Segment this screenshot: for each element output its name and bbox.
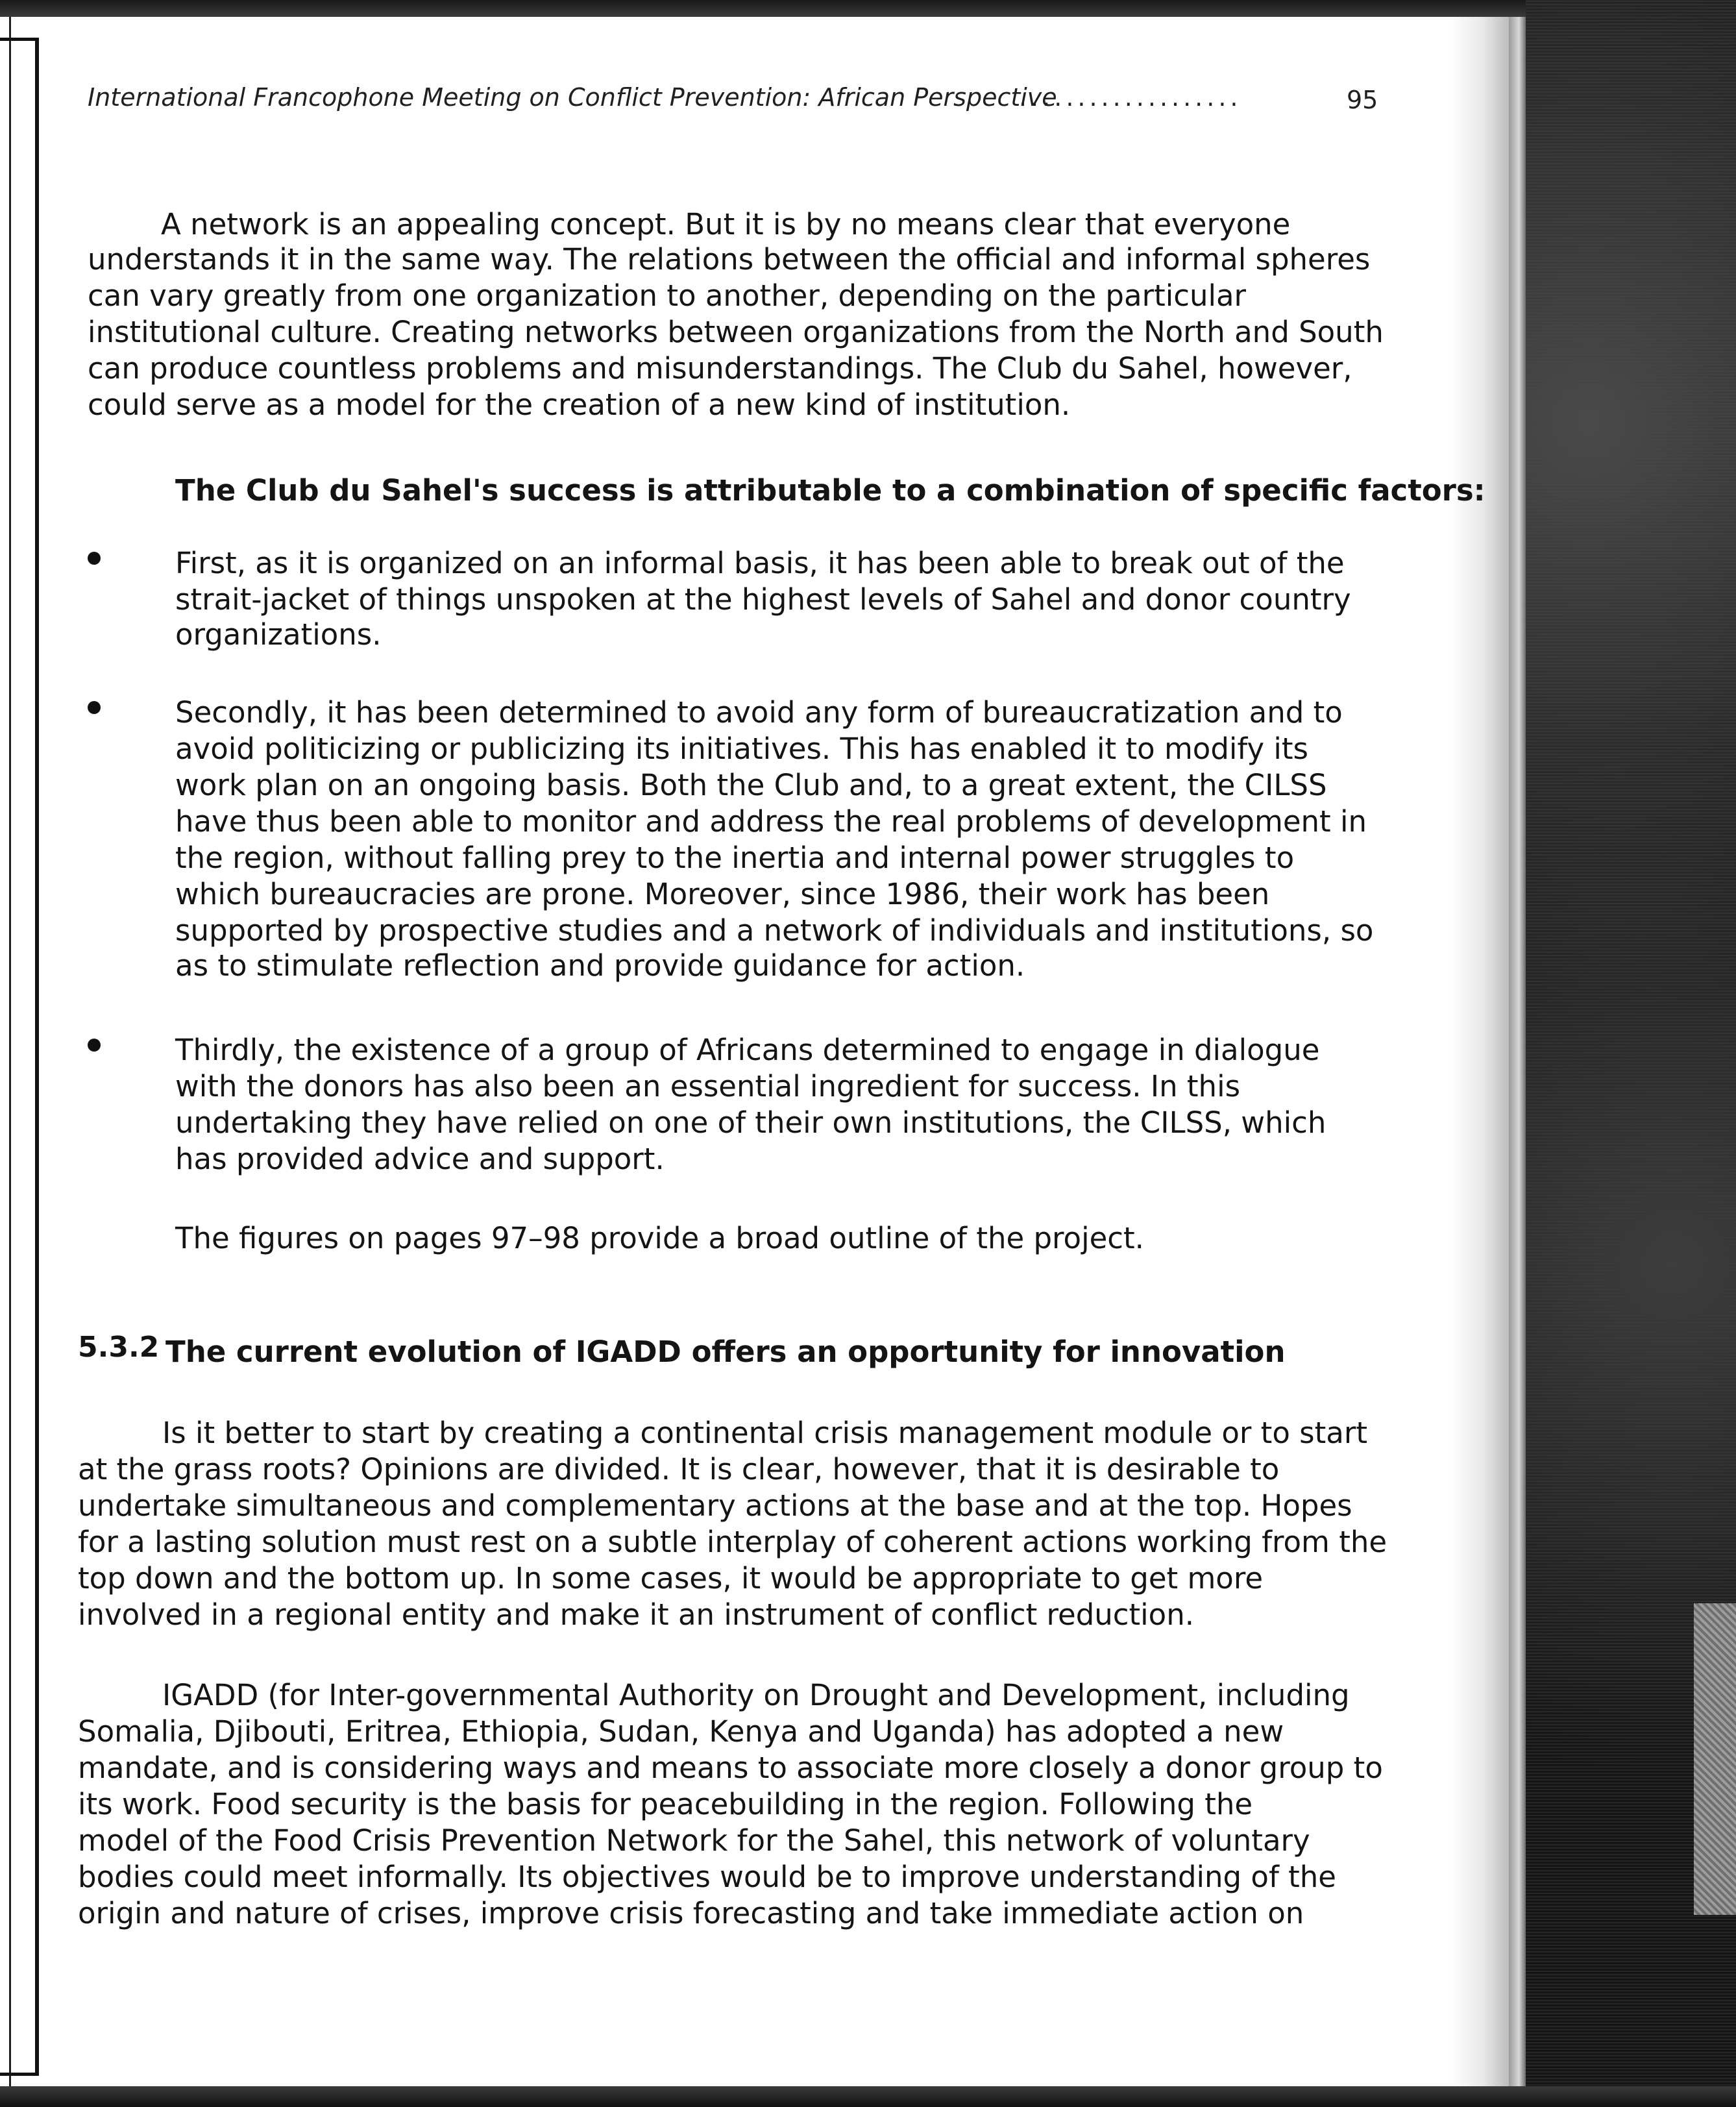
text-line: involved in a regional entity and make it an instrument of conflict reduction. <box>78 1597 1195 1632</box>
bullet-icon <box>88 1039 101 1052</box>
page-number: 95 <box>1347 86 1378 114</box>
text-line: Secondly, it has been determined to avoid any form of bureaucratization and to <box>175 695 1343 730</box>
text-line: with the donors has also been an essential ingredient for success. In this <box>175 1069 1241 1103</box>
running-title: International Francophone Meeting on Conflict Prevention: African Perspective <box>88 83 1057 112</box>
text-line: understands it in the same way. The relations between the official and informal spheres <box>88 242 1371 277</box>
text-line: top down and the bottom up. In some cases, it would be appropriate to get more <box>78 1561 1264 1596</box>
text-line: its work. Food security is the basis for peacebuilding in the region. Following the <box>78 1787 1253 1821</box>
text-line: IGADD (for Inter-governmental Authority on Drought and Development, including <box>162 1678 1350 1712</box>
text-line: supported by prospective studies and a network of individuals and institutions, so <box>175 913 1374 948</box>
text-line: mandate, and is considering ways and means to associate more closely a donor group to <box>78 1751 1383 1785</box>
text-line: which bureaucracies are prone. Moreover, since 1986, their work has been <box>175 877 1270 911</box>
text-line: organizations. <box>175 617 382 652</box>
figures-note: The figures on pages 97–98 provide a broad outline of the project. <box>175 1221 1144 1255</box>
leader-dots: ................... <box>1019 83 1242 112</box>
text-line: model of the Food Crisis Prevention Network for the Sahel, this network of voluntary <box>78 1823 1310 1858</box>
text-line: for a lasting solution must rest on a subtle interplay of coherent actions working from the <box>78 1525 1388 1559</box>
bullet-icon <box>88 701 101 714</box>
text-line: Thirdly, the existence of a group of Africans determined to engage in dialogue <box>175 1033 1320 1067</box>
text-line: strait-jacket of things unspoken at the highest levels of Sahel and donor country <box>175 582 1351 617</box>
text-line: Somalia, Djibouti, Eritrea, Ethiopia, Sudan, Kenya and Uganda) has adopted a new <box>78 1714 1284 1749</box>
text-line: undertake simultaneous and complementary actions at the base and at the top. Hopes <box>78 1488 1352 1523</box>
text-line: can produce countless problems and misunderstandings. The Club du Sahel, however, <box>88 351 1352 386</box>
text-line: at the grass roots? Opinions are divided. It is clear, however, that it is desirable to <box>78 1452 1280 1486</box>
text-line: work plan on an ongoing basis. Both the Club and, to a great extent, the CILSS <box>175 768 1327 802</box>
section-number: 5.3.2 <box>78 1331 160 1364</box>
text-line: avoid politicizing or publicizing its initiatives. This has enabled it to modify its <box>175 732 1308 766</box>
text-line: as to stimulate reflection and provide guidance for action. <box>175 948 1025 983</box>
text-line: undertaking they have relied on one of their own institutions, the CILSS, which <box>175 1105 1326 1140</box>
text-line: institutional culture. Creating networks between organizations from the North and South <box>88 315 1384 349</box>
text-line: A network is an appealing concept. But it is by no means clear that everyone <box>161 207 1291 241</box>
text-line: could serve as a model for the creation of a new kind of institution. <box>88 388 1071 422</box>
text-line: have thus been able to monitor and address the real problems of development in <box>175 804 1367 839</box>
text-line: has provided advice and support. <box>175 1142 665 1176</box>
text-line: origin and nature of crises, improve crisis forecasting and take immediate action on <box>78 1896 1304 1930</box>
bullet-icon <box>88 552 101 565</box>
factors-heading: The Club du Sahel's success is attributable to a combination of specific factors: <box>175 473 1485 508</box>
text-line: can vary greatly from one organization to another, depending on the particular <box>88 278 1247 313</box>
text-line: the region, without falling prey to the inertia and internal power struggles to <box>175 841 1295 875</box>
section-title: The current evolution of IGADD offers an opportunity for innovation <box>165 1335 1286 1369</box>
text-line: Is it better to start by creating a continental crisis management module or to start <box>162 1416 1367 1450</box>
text-line: First, as it is organized on an informal basis, it has been able to break out of the <box>175 546 1345 580</box>
text-line: bodies could meet informally. Its objectives would be to improve understanding of the <box>78 1860 1336 1894</box>
